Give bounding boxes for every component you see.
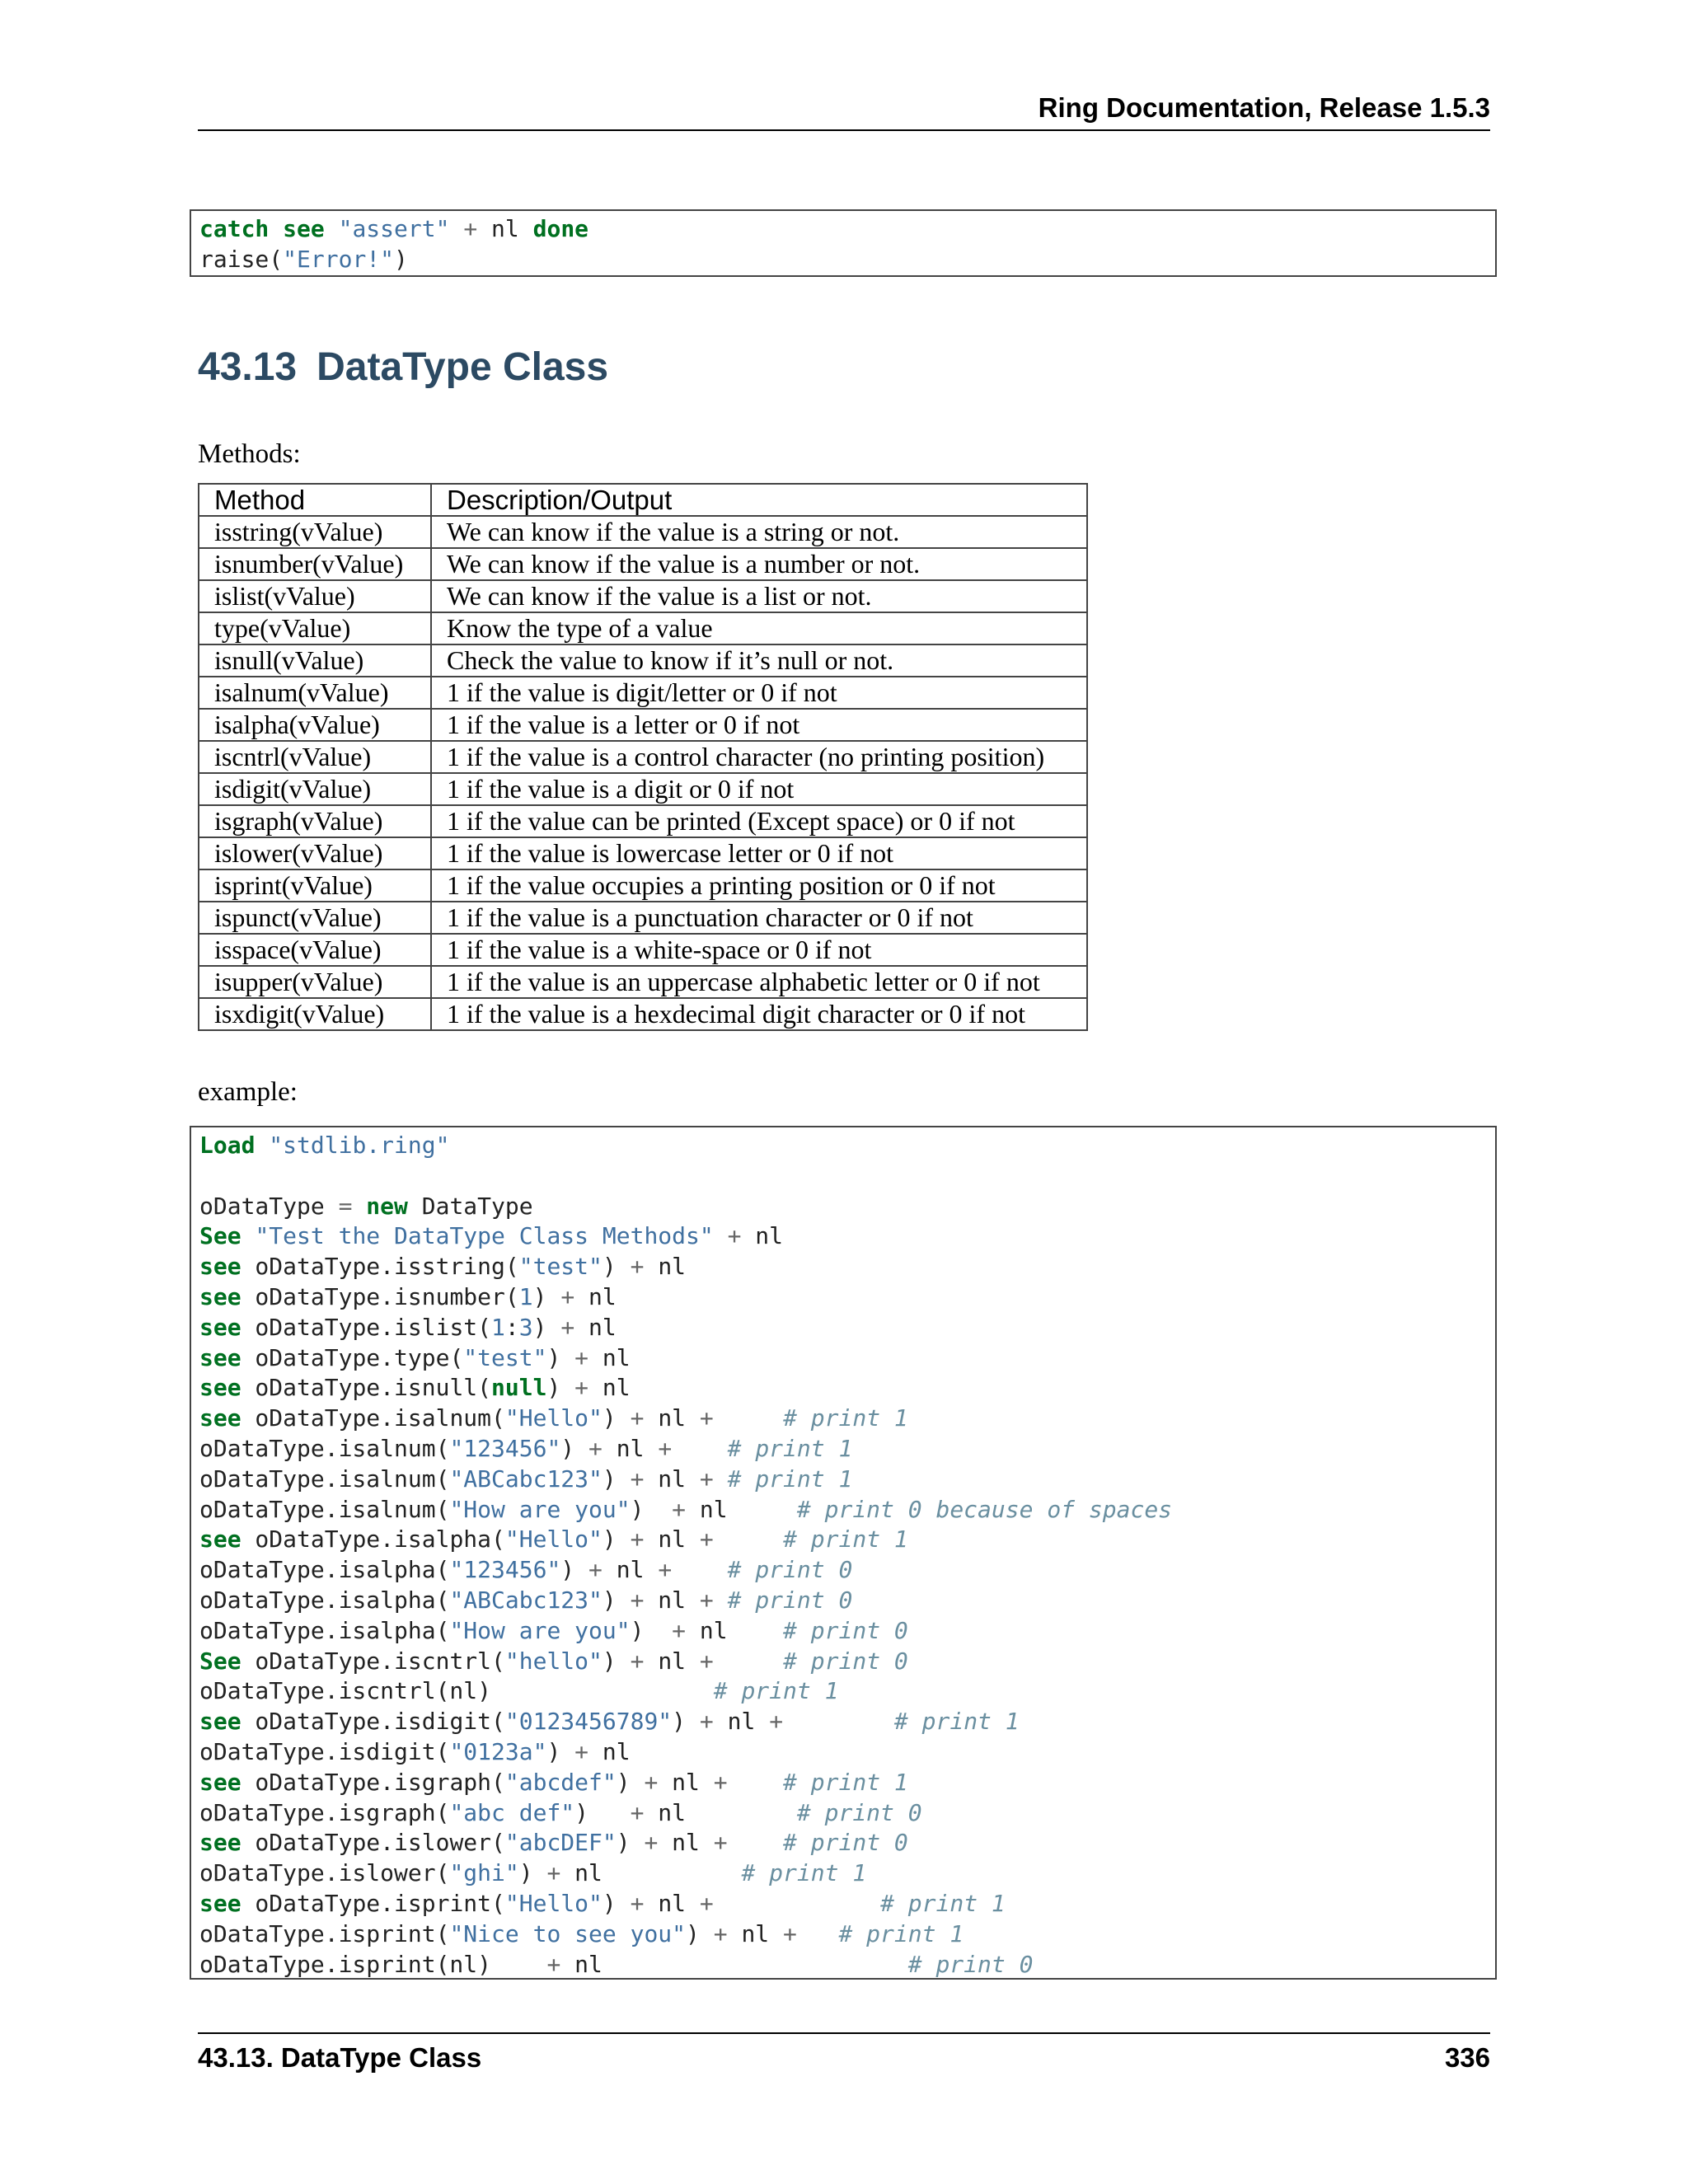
code-keyword: see — [199, 1768, 241, 1796]
table-row — [199, 741, 1087, 773]
code-comment: # print 1 — [727, 1465, 853, 1493]
code-token: ) — [574, 1798, 631, 1826]
code-token — [783, 1708, 894, 1735]
code-token: + — [630, 1889, 645, 1917]
code-token: oDataType.isnumber( — [241, 1282, 519, 1310]
method-name-cell: isnull(vValue) — [199, 644, 431, 677]
code-string: "Error!" — [283, 245, 395, 273]
table-row — [199, 805, 1087, 837]
code-keyword: null — [491, 1374, 547, 1402]
code-keyword: see — [199, 1282, 241, 1310]
code-token: nl — [560, 1859, 742, 1887]
code-token: oDataType.isalnum( — [199, 1465, 450, 1493]
header-rule — [198, 129, 1490, 131]
section-heading — [198, 344, 608, 390]
code-line — [199, 1373, 1487, 1404]
code-token: + — [630, 1526, 645, 1554]
code-token — [728, 1829, 783, 1856]
code-line — [199, 1313, 1487, 1343]
method-description-cell: 1 if the value can be printed (Except space) or 0 if not — [431, 805, 1087, 837]
code-string: "0123a" — [449, 1737, 547, 1765]
code-line — [199, 1950, 1487, 1980]
code-token: ) — [602, 1526, 631, 1554]
code-token — [255, 1132, 269, 1159]
code-token — [672, 1556, 727, 1583]
code-token: oDataType.isstring( — [241, 1253, 519, 1281]
code-token: ) — [560, 1556, 589, 1584]
code-token: + — [546, 1950, 561, 1978]
code-line — [199, 1737, 1487, 1768]
column-header-method: Method — [199, 484, 431, 516]
example-code-block — [190, 1126, 1497, 1980]
code-token: + — [727, 1222, 742, 1250]
code-comment: # print 1 — [783, 1768, 908, 1796]
code-token: + — [463, 215, 478, 242]
method-name-cell: isxdigit(vValue) — [199, 998, 431, 1030]
code-token: + — [783, 1919, 797, 1947]
code-token: + — [699, 1889, 714, 1917]
table-row — [199, 516, 1087, 548]
code-token: oDataType — [199, 1192, 339, 1220]
code-token: nl — [644, 1586, 700, 1614]
code-token: oDataType.isalnum( — [241, 1404, 505, 1432]
method-name-cell: isalnum(vValue) — [199, 677, 431, 709]
section-title-text: DataType Class — [316, 345, 609, 389]
code-comment: # print 1 — [713, 1677, 839, 1705]
code-line — [199, 1495, 1487, 1526]
code-token — [325, 215, 339, 242]
code-token: nl — [588, 1343, 631, 1371]
code-keyword: see — [199, 1526, 241, 1554]
code-token: nl — [477, 215, 533, 242]
method-name-cell: iscntrl(vValue) — [199, 741, 431, 773]
method-description-cell: We can know if the value is a number or not. — [431, 548, 1087, 580]
table-row — [199, 837, 1087, 869]
column-header-description: Description/Output — [431, 484, 1087, 516]
code-token: + — [574, 1374, 589, 1402]
code-line — [199, 1889, 1487, 1919]
code-token — [714, 1586, 728, 1614]
code-line — [199, 1192, 1487, 1222]
footer-rule — [198, 2032, 1490, 2034]
code-token — [449, 215, 463, 242]
code-token: ) — [602, 1889, 631, 1917]
code-token: ) — [602, 1465, 631, 1493]
method-description-cell: We can know if the value is a string or not. — [431, 516, 1087, 548]
code-token: nl — [574, 1282, 617, 1310]
running-header: Ring Documentation, Release 1.5.3 — [1038, 92, 1490, 123]
code-string: "Hello" — [504, 1526, 603, 1554]
code-string: "0123456789" — [504, 1708, 673, 1736]
code-token — [714, 1890, 880, 1917]
method-description-cell: 1 if the value is lowercase letter or 0 if not — [431, 837, 1087, 869]
code-keyword: See — [199, 1222, 241, 1250]
code-line — [199, 1647, 1487, 1677]
code-string: "stdlib.ring" — [269, 1132, 450, 1159]
code-string: "Nice to see you" — [449, 1919, 687, 1947]
method-name-cell: isnumber(vValue) — [199, 548, 431, 580]
code-token — [714, 1647, 783, 1675]
code-token: ) — [616, 1768, 645, 1796]
code-token: ) — [560, 1434, 589, 1462]
code-string: 3 — [518, 1313, 533, 1341]
code-token: + — [588, 1556, 603, 1584]
code-token: nl — [686, 1495, 797, 1523]
method-description-cell: 1 if the value is digit/letter or 0 if not — [431, 677, 1087, 709]
code-token: + — [630, 1465, 645, 1493]
code-token: + — [574, 1343, 589, 1371]
code-token: + — [644, 1768, 659, 1796]
code-token — [269, 215, 283, 242]
code-token: + — [630, 1404, 645, 1432]
code-token: DataType — [407, 1192, 533, 1220]
code-token: ) — [602, 1253, 631, 1281]
code-comment: # print 0 because of spaces — [796, 1495, 1173, 1523]
code-comment: # print 1 — [893, 1708, 1020, 1736]
code-line — [199, 1161, 1487, 1192]
code-comment: # print 1 — [838, 1919, 964, 1947]
method-name-cell: isstring(vValue) — [199, 516, 431, 548]
code-token: + — [644, 1829, 659, 1857]
code-token — [672, 1435, 727, 1462]
code-string: "ABCabc123" — [449, 1465, 603, 1493]
code-token: + — [546, 1859, 561, 1887]
code-token: nl — [644, 1647, 700, 1675]
code-line — [199, 214, 1487, 245]
code-string: "123456" — [449, 1434, 561, 1462]
code-comment: # print 1 — [783, 1526, 908, 1554]
code-comment: # print 0 — [727, 1556, 853, 1584]
methods-label: Methods: — [198, 439, 301, 469]
code-token: nl — [658, 1829, 714, 1857]
code-line — [199, 1221, 1487, 1252]
code-line — [199, 1768, 1487, 1798]
code-token: + — [630, 1798, 645, 1826]
code-token: oDataType.isnull( — [241, 1374, 492, 1402]
code-token: + — [560, 1313, 575, 1341]
code-token — [352, 1193, 366, 1220]
code-string: "abc def" — [449, 1798, 575, 1826]
code-token: nl — [727, 1919, 784, 1947]
code-token: oDataType.isalnum( — [199, 1434, 450, 1462]
method-description-cell: 1 if the value is a digit or 0 if not — [431, 773, 1087, 805]
code-keyword: see — [199, 1829, 241, 1857]
method-description-cell: 1 if the value is a white-space or 0 if not — [431, 934, 1087, 966]
code-string: "hello" — [504, 1647, 603, 1675]
code-comment: # print 0 — [783, 1616, 908, 1644]
code-token: oDataType.iscntrl( — [241, 1647, 505, 1675]
code-token: ) — [532, 1313, 561, 1341]
table-row — [199, 869, 1087, 902]
code-token — [714, 1526, 783, 1553]
code-token: + — [769, 1708, 784, 1736]
code-token: oDataType.islower( — [199, 1859, 450, 1887]
table-row — [199, 644, 1087, 677]
code-token: oDataType.isprint(nl) — [199, 1950, 547, 1978]
code-token: ) — [518, 1859, 547, 1887]
code-keyword: Load — [199, 1132, 256, 1159]
code-comment: # print 0 — [907, 1950, 1034, 1978]
page-number: 336 — [1444, 2042, 1490, 2073]
code-keyword: See — [199, 1647, 241, 1675]
code-line — [199, 1525, 1487, 1555]
code-token: nl — [713, 1708, 770, 1736]
method-description-cell: Check the value to know if it’s null or not. — [431, 644, 1087, 677]
code-token — [714, 1222, 728, 1249]
code-token: ) — [532, 1282, 561, 1310]
code-line — [199, 245, 1487, 275]
code-string: 1 — [518, 1282, 533, 1310]
code-token: nl — [602, 1434, 659, 1462]
code-token: nl — [574, 1313, 617, 1341]
method-description-cell: 1 if the value is a hexdecimal digit character or 0 if not — [431, 998, 1087, 1030]
code-string: "How are you" — [449, 1495, 631, 1523]
code-token: + — [699, 1526, 714, 1554]
method-description-cell: Know the type of a value — [431, 612, 1087, 644]
methods-table — [198, 483, 1088, 1031]
code-token: + — [658, 1556, 673, 1584]
method-description-cell: 1 if the value is a punctuation character or 0 if not — [431, 902, 1087, 934]
code-token: : — [504, 1313, 519, 1341]
code-token: nl — [644, 1798, 797, 1826]
code-token: oDataType.isalpha( — [241, 1526, 505, 1554]
code-token: nl — [644, 1404, 700, 1432]
code-token: + — [672, 1495, 687, 1523]
code-string: "assert" — [338, 215, 450, 242]
code-token: + — [588, 1434, 603, 1462]
code-token: nl — [686, 1616, 784, 1644]
code-token: nl — [588, 1737, 631, 1765]
footer-section: 43.13. DataType Class — [198, 2042, 482, 2073]
code-token: ) — [546, 1343, 575, 1371]
code-token: nl — [644, 1526, 700, 1554]
code-line — [199, 1858, 1487, 1889]
method-description-cell: 1 if the value is a control character (no printing position) — [431, 741, 1087, 773]
code-comment: # print 1 — [741, 1859, 867, 1887]
code-token: + — [560, 1282, 575, 1310]
code-token: oDataType.isalpha( — [199, 1616, 450, 1644]
code-token: + — [672, 1616, 687, 1644]
code-token: + — [658, 1434, 673, 1462]
code-token: raise( — [199, 245, 284, 273]
code-token — [714, 1404, 783, 1432]
code-line — [199, 1707, 1487, 1737]
methods-table-body — [199, 516, 1087, 1030]
method-name-cell: isgraph(vValue) — [199, 805, 431, 837]
table-row — [199, 580, 1087, 612]
code-token: nl — [588, 1374, 631, 1402]
method-name-cell: isalpha(vValue) — [199, 709, 431, 741]
code-token: ) — [546, 1374, 575, 1402]
code-token: nl — [658, 1768, 714, 1796]
code-token: oDataType.islower( — [241, 1829, 505, 1857]
table-row — [199, 548, 1087, 580]
code-string: "ABCabc123" — [449, 1586, 603, 1614]
method-name-cell: isdigit(vValue) — [199, 773, 431, 805]
table-row — [199, 612, 1087, 644]
code-keyword: done — [532, 215, 589, 242]
code-token: + — [713, 1829, 728, 1857]
code-string: "abcdef" — [504, 1768, 617, 1796]
code-token: oDataType.isalnum( — [199, 1495, 450, 1523]
code-token: oDataType.isalpha( — [199, 1556, 450, 1584]
code-string: "Test the DataType Class Methods" — [255, 1222, 714, 1250]
code-string: "Hello" — [504, 1889, 603, 1917]
code-comment: # print 0 — [783, 1829, 908, 1857]
code-token: + — [699, 1586, 714, 1614]
code-line — [199, 1828, 1487, 1858]
code-comment: # print 0 — [796, 1798, 922, 1826]
table-row — [199, 934, 1087, 966]
code-line — [199, 1465, 1487, 1495]
code-token: oDataType.type( — [241, 1343, 464, 1371]
code-token: + — [630, 1253, 645, 1281]
code-keyword: see — [199, 1374, 241, 1402]
code-token — [728, 1769, 783, 1796]
code-string: "test" — [463, 1343, 547, 1371]
table-row — [199, 902, 1087, 934]
code-line — [199, 1252, 1487, 1282]
code-keyword: see — [199, 1889, 241, 1917]
method-name-cell: islist(vValue) — [199, 580, 431, 612]
code-comment: # print 1 — [727, 1434, 853, 1462]
code-token: + — [713, 1919, 728, 1947]
code-token — [714, 1465, 728, 1493]
code-string: "abcDEF" — [504, 1829, 617, 1857]
code-token: ) — [686, 1919, 714, 1947]
code-token: oDataType.isdigit( — [241, 1708, 505, 1736]
code-token: oDataType.isgraph( — [241, 1768, 505, 1796]
code-token: + — [574, 1737, 589, 1765]
method-description-cell: 1 if the value is an uppercase alphabetic letter or 0 if not — [431, 966, 1087, 998]
code-token: nl — [644, 1253, 687, 1281]
code-line — [199, 1434, 1487, 1465]
code-token: nl — [644, 1889, 700, 1917]
top-code-block — [190, 209, 1497, 277]
code-string: "test" — [518, 1253, 603, 1281]
code-token: oDataType.isprint( — [241, 1889, 505, 1917]
code-keyword: see — [283, 215, 325, 242]
code-token: ) — [394, 245, 408, 273]
code-token: nl — [560, 1950, 908, 1978]
method-description-cell: 1 if the value occupies a printing position or 0 if not — [431, 869, 1087, 902]
code-line — [199, 1555, 1487, 1586]
code-string: 1 — [491, 1313, 505, 1341]
table-row — [199, 998, 1087, 1030]
code-token: = — [338, 1192, 353, 1220]
code-line — [199, 1919, 1487, 1950]
table-row — [199, 966, 1087, 998]
code-line — [199, 1282, 1487, 1313]
table-header-row — [199, 484, 1087, 516]
code-token: ) — [602, 1586, 631, 1614]
code-token: oDataType.isprint( — [199, 1919, 450, 1947]
method-name-cell: islower(vValue) — [199, 837, 431, 869]
code-keyword: see — [199, 1343, 241, 1371]
table-row — [199, 677, 1087, 709]
table-row — [199, 709, 1087, 741]
code-token: + — [699, 1465, 714, 1493]
method-name-cell: isspace(vValue) — [199, 934, 431, 966]
code-token: + — [699, 1647, 714, 1675]
code-comment: # print 0 — [727, 1586, 853, 1614]
code-string: "123456" — [449, 1556, 561, 1584]
code-keyword: catch — [199, 215, 270, 242]
code-line — [199, 1343, 1487, 1374]
code-token — [241, 1222, 256, 1249]
code-token: ) — [602, 1404, 631, 1432]
code-token: ) — [546, 1737, 575, 1765]
code-comment: # print 1 — [880, 1889, 1006, 1917]
code-token: ) — [672, 1708, 700, 1736]
code-token: nl — [741, 1222, 784, 1250]
code-comment: # print 1 — [783, 1404, 908, 1432]
code-token: + — [713, 1768, 728, 1796]
code-token: ) — [602, 1647, 631, 1675]
code-keyword: see — [199, 1253, 241, 1281]
code-token: oDataType.iscntrl(nl) — [199, 1677, 714, 1705]
code-line — [199, 1404, 1487, 1434]
code-keyword: see — [199, 1404, 241, 1432]
code-token: + — [630, 1586, 645, 1614]
method-description-cell: 1 if the value is a letter or 0 if not — [431, 709, 1087, 741]
code-token: + — [699, 1404, 714, 1432]
code-line — [199, 1676, 1487, 1707]
code-keyword: see — [199, 1708, 241, 1736]
code-string: "ghi" — [449, 1859, 519, 1887]
code-line — [199, 1131, 1487, 1161]
code-line — [199, 1798, 1487, 1829]
code-token: nl — [602, 1556, 659, 1584]
method-name-cell: isprint(vValue) — [199, 869, 431, 902]
code-line — [199, 1586, 1487, 1616]
code-token: ) — [630, 1616, 673, 1644]
code-token — [797, 1920, 839, 1947]
example-label: example: — [198, 1077, 298, 1107]
code-comment: # print 0 — [783, 1647, 908, 1675]
method-description-cell: We can know if the value is a list or not. — [431, 580, 1087, 612]
code-token: nl — [644, 1465, 700, 1493]
code-string: "How are you" — [449, 1616, 631, 1644]
code-line — [199, 1616, 1487, 1647]
code-string: "Hello" — [504, 1404, 603, 1432]
method-name-cell: type(vValue) — [199, 612, 431, 644]
code-keyword: see — [199, 1313, 241, 1341]
code-token: ) — [630, 1495, 673, 1523]
section-number: 43.13 — [198, 345, 298, 389]
method-name-cell: isupper(vValue) — [199, 966, 431, 998]
code-token: oDataType.islist( — [241, 1313, 492, 1341]
code-token: ) — [616, 1829, 645, 1857]
code-token: + — [699, 1708, 714, 1736]
code-token: oDataType.isalpha( — [199, 1586, 450, 1614]
code-token: oDataType.isgraph( — [199, 1798, 450, 1826]
code-token: + — [630, 1647, 645, 1675]
code-token: oDataType.isdigit( — [199, 1737, 450, 1765]
table-row — [199, 773, 1087, 805]
method-name-cell: ispunct(vValue) — [199, 902, 431, 934]
code-keyword: new — [366, 1192, 408, 1220]
